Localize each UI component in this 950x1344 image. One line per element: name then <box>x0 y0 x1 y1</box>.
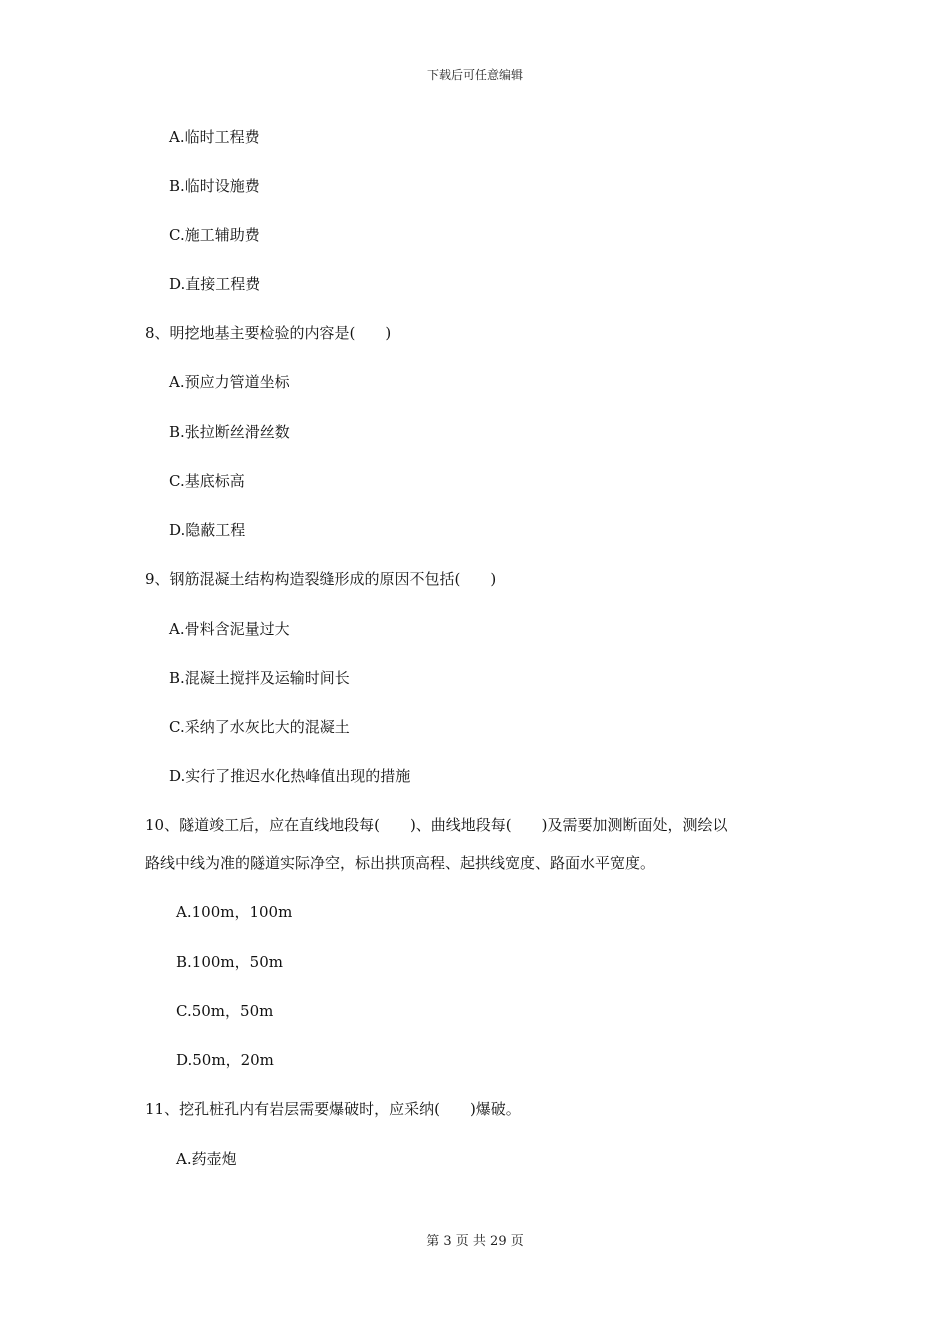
q7-option-b: B.临时设施费 <box>169 177 260 195</box>
q8-option-c: C.基底标高 <box>169 472 245 490</box>
q8-option-d: D.隐蔽工程 <box>169 521 246 539</box>
q8-stem: 8、明挖地基主要检验的内容是( ) <box>145 324 392 342</box>
q8-option-a: A.预应力管道坐标 <box>169 373 290 391</box>
q9-option-a: A.骨料含泥量过大 <box>169 620 290 638</box>
q9-option-b: B.混凝土搅拌及运输时间长 <box>169 669 350 687</box>
page-footer: 第 3 页 共 29 页 <box>426 1234 524 1249</box>
q10-option-a: A.100m，100m <box>176 903 293 921</box>
q11-option-a: A.药壶炮 <box>176 1150 237 1168</box>
q8-option-b: B.张拉断丝滑丝数 <box>169 423 290 441</box>
q10-option-b: B.100m，50m <box>176 953 283 971</box>
q10-option-c: C.50m，50m <box>176 1002 274 1020</box>
q10-stem-line1: 10、隧道竣工后，应在直线地段每( )、曲线地段每( )及需要加测断面处，测绘以 <box>145 816 728 834</box>
q11-stem: 11、挖孔桩孔内有岩层需要爆破时，应采纳( )爆破。 <box>145 1100 521 1118</box>
q9-stem: 9、钢筋混凝土结构构造裂缝形成的原因不包括( ) <box>145 570 497 588</box>
page-header: 下载后可任意编辑 <box>426 68 523 82</box>
q10-stem-line2: 路线中线为准的隧道实际净空，标出拱顶高程、起拱线宽度、路面水平宽度。 <box>145 854 656 872</box>
q7-option-a: A.临时工程费 <box>169 128 260 146</box>
q7-option-d: D.直接工程费 <box>169 275 261 293</box>
q10-option-d: D.50m，20m <box>176 1051 274 1069</box>
q7-option-c: C.施工辅助费 <box>169 226 260 244</box>
q9-option-d: D.实行了推迟水化热峰值出现的措施 <box>169 767 411 785</box>
q9-option-c: C.采纳了水灰比大的混凝土 <box>169 718 350 736</box>
